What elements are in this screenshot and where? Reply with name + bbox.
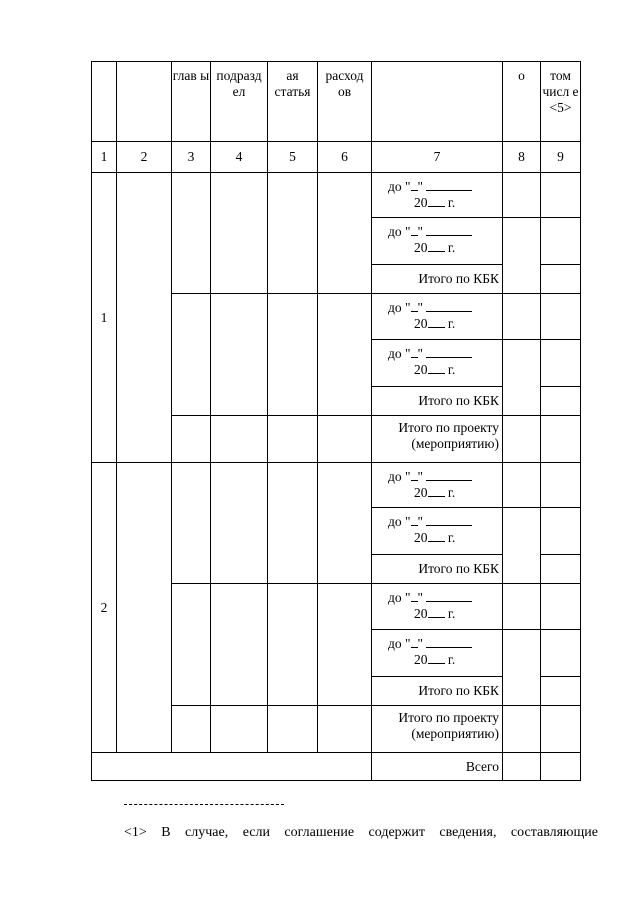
- term-line-1: [388, 514, 502, 530]
- term-line-2: [388, 195, 502, 211]
- blank-line: [411, 601, 418, 602]
- column-number-cell: [268, 142, 318, 173]
- term-line-1: [388, 636, 502, 652]
- term-prefix: до ": [388, 300, 411, 315]
- term-year-suffix: г.: [444, 606, 456, 621]
- kbk-total-cell: [372, 387, 503, 416]
- blank-line: [411, 525, 418, 526]
- value-cell: [541, 753, 581, 781]
- kbk-cell: [318, 706, 372, 753]
- kbk-total-cell: [372, 555, 503, 584]
- term-prefix: до ": [388, 636, 411, 651]
- column-number-cell: [117, 142, 172, 173]
- footnote-separator: [124, 804, 284, 805]
- footnote-text: <1> В случае, если соглашение содержит сведения, составляющие: [124, 825, 598, 840]
- blank-line: [411, 647, 418, 648]
- term-year-prefix: 20: [414, 362, 428, 377]
- group-number-cell: [92, 173, 117, 463]
- blank-line: [428, 251, 445, 252]
- total-label: Всего: [465, 758, 499, 774]
- header-label: ая статья: [274, 68, 311, 99]
- column-number: 9: [557, 149, 564, 164]
- project-total-cell: [372, 416, 503, 463]
- header-cell: [372, 62, 503, 142]
- blank-line: [426, 647, 472, 648]
- kbk-cell: [268, 463, 318, 584]
- kbk-cell: [318, 294, 372, 416]
- term-quote: ": [417, 346, 424, 361]
- blank-line: [428, 327, 445, 328]
- header-cell: [172, 62, 211, 142]
- term-line-2: [388, 530, 502, 546]
- term-year-prefix: 20: [414, 530, 428, 545]
- header-label: о: [518, 68, 525, 83]
- blank-line: [428, 496, 445, 497]
- term-year-prefix: 20: [414, 195, 428, 210]
- kbk-cell: [318, 584, 372, 706]
- table-body: [92, 62, 581, 781]
- term-quote: ": [417, 590, 424, 605]
- term-line-2: [388, 240, 502, 256]
- blank-line: [426, 190, 472, 191]
- header-cell: [117, 62, 172, 142]
- column-number: 8: [518, 149, 525, 164]
- term-cell: [372, 294, 503, 340]
- total-label: Итого по КБК: [418, 561, 499, 576]
- kbk-cell: [268, 416, 318, 463]
- blank-line: [426, 480, 472, 481]
- grand-total-spacer: [92, 753, 372, 781]
- blank-line: [428, 206, 445, 207]
- blank-line: [426, 311, 472, 312]
- column-number: 2: [140, 149, 148, 164]
- total-label: (мероприятию): [411, 436, 499, 451]
- term-year-suffix: г.: [444, 362, 456, 377]
- kbk-cell: [172, 294, 211, 416]
- column-number: 5: [289, 149, 296, 164]
- column-number-cell: [92, 142, 117, 173]
- term-quote: ": [417, 514, 424, 529]
- term-prefix: до ": [388, 224, 411, 239]
- total-label: Итого по КБК: [418, 271, 499, 286]
- term-line-2: [388, 362, 502, 378]
- value-cell: [541, 630, 581, 677]
- total-label: Итого по проекту: [398, 710, 499, 725]
- blank-line: [428, 373, 445, 374]
- kbk-cell: [318, 173, 372, 294]
- project-total-line: [372, 710, 499, 726]
- term-quote: ": [417, 179, 424, 194]
- term-line-2: [388, 606, 502, 622]
- kbk-cell: [211, 463, 268, 584]
- blank-line: [411, 480, 418, 481]
- term-line-2: [388, 316, 502, 332]
- kbk-cell: [318, 416, 372, 463]
- table-row: [92, 62, 581, 142]
- kbk-cell: [268, 706, 318, 753]
- kbk-cell: [268, 584, 318, 706]
- value-cell: [541, 416, 581, 463]
- blank-line: [426, 601, 472, 602]
- term-year-prefix: 20: [414, 652, 428, 667]
- term-year-prefix: 20: [414, 240, 428, 255]
- value-cell: [541, 555, 581, 584]
- term-quote: ": [417, 224, 424, 239]
- kbk-total-cell: [372, 677, 503, 706]
- term-cell: [372, 340, 503, 387]
- blank-line: [426, 357, 472, 358]
- blank-line: [428, 541, 445, 542]
- term-prefix: до ": [388, 514, 411, 529]
- project-total-line: [372, 436, 499, 452]
- value-cell: [541, 294, 581, 340]
- column-number: 4: [235, 149, 243, 164]
- term-quote: ": [417, 300, 424, 315]
- term-prefix: до ": [388, 590, 411, 605]
- kbk-cell: [211, 173, 268, 294]
- project-total-line: [372, 420, 499, 436]
- column-number: 6: [341, 149, 348, 164]
- value-cell: [541, 387, 581, 416]
- term-line-2: [388, 652, 502, 668]
- value-cell: [541, 508, 581, 555]
- term-year-suffix: г.: [444, 530, 456, 545]
- total-label: Итого по КБК: [418, 393, 499, 408]
- kbk-cell: [211, 416, 268, 463]
- blank-line: [426, 235, 472, 236]
- column-number: 3: [187, 149, 195, 164]
- kbk-cell: [172, 463, 211, 584]
- term-line-2: [388, 485, 502, 501]
- blank-line: [411, 357, 418, 358]
- header-label: расход ов: [325, 68, 364, 99]
- term-line-1: [388, 300, 502, 316]
- total-label: (мероприятию): [411, 726, 499, 741]
- blank-line: [411, 190, 418, 191]
- blank-line: [428, 617, 445, 618]
- value-cell: [541, 218, 581, 265]
- term-cell: [372, 630, 503, 677]
- term-cell: [372, 508, 503, 555]
- term-line-1: [388, 224, 502, 240]
- kbk-cell: [318, 463, 372, 584]
- term-cell: [372, 463, 503, 508]
- term-quote: ": [417, 469, 424, 484]
- column-number: 1: [100, 149, 108, 164]
- value-cell: [503, 218, 541, 294]
- column-number: 7: [433, 149, 441, 164]
- blank-line: [411, 311, 418, 312]
- term-year-suffix: г.: [444, 652, 456, 667]
- kbk-cell: [211, 294, 268, 416]
- header-cell: [541, 62, 581, 142]
- term-cell: [372, 584, 503, 630]
- kbk-total-cell: [372, 265, 503, 294]
- header-cell: [503, 62, 541, 142]
- blank-line: [428, 663, 445, 664]
- kbk-cell: [172, 584, 211, 706]
- value-cell: [503, 753, 541, 781]
- term-prefix: до ": [388, 346, 411, 361]
- kbk-total-cell: [372, 753, 503, 781]
- value-cell: [541, 265, 581, 294]
- column-number-cell: [318, 142, 372, 173]
- budget-table: [91, 61, 581, 781]
- term-year-suffix: г.: [444, 240, 456, 255]
- value-cell: [541, 706, 581, 753]
- table-row: [92, 463, 581, 508]
- group-number: 2: [100, 599, 108, 615]
- project-total-line: [372, 726, 499, 742]
- term-cell: [372, 218, 503, 265]
- value-cell: [503, 508, 541, 584]
- term-year-suffix: г.: [444, 195, 456, 210]
- kbk-cell: [268, 173, 318, 294]
- value-cell: [503, 463, 541, 508]
- value-cell: [541, 463, 581, 508]
- value-cell: [503, 630, 541, 706]
- table-row: [92, 142, 581, 173]
- kbk-cell: [268, 294, 318, 416]
- term-line-1: [388, 469, 502, 485]
- header-label: том числ е <5>: [542, 68, 579, 115]
- column-number-cell: [503, 142, 541, 173]
- value-cell: [503, 706, 541, 753]
- table-row: [92, 753, 581, 781]
- value-cell: [541, 584, 581, 630]
- term-prefix: до ": [388, 179, 411, 194]
- group-name-cell: [117, 173, 172, 463]
- value-cell: [503, 294, 541, 340]
- term-line-1: [388, 346, 502, 362]
- header-label: глав ы: [172, 68, 210, 83]
- term-line-1: [388, 179, 502, 195]
- kbk-cell: [172, 173, 211, 294]
- total-label: Итого по КБК: [418, 683, 499, 698]
- value-cell: [541, 173, 581, 218]
- project-total-cell: [372, 706, 503, 753]
- value-cell: [541, 340, 581, 387]
- value-cell: [541, 677, 581, 706]
- blank-line: [426, 525, 472, 526]
- column-number-cell: [211, 142, 268, 173]
- header-cell: [211, 62, 268, 142]
- group-number-cell: [92, 463, 117, 753]
- term-cell: [372, 173, 503, 218]
- group-number: 1: [100, 309, 108, 325]
- total-label: Итого по проекту: [398, 420, 499, 435]
- blank-line: [411, 235, 418, 236]
- table-row: [92, 173, 581, 218]
- term-year-suffix: г.: [444, 316, 456, 331]
- term-year-prefix: 20: [414, 485, 428, 500]
- term-quote: ": [417, 636, 424, 651]
- value-cell: [503, 416, 541, 463]
- term-year-suffix: г.: [444, 485, 456, 500]
- kbk-cell: [172, 706, 211, 753]
- header-label: подразд ел: [216, 68, 262, 99]
- value-cell: [503, 584, 541, 630]
- term-year-prefix: 20: [414, 606, 428, 621]
- column-number-cell: [541, 142, 581, 173]
- value-cell: [503, 340, 541, 416]
- header-cell: [318, 62, 372, 142]
- column-number-cell: [172, 142, 211, 173]
- value-cell: [503, 173, 541, 218]
- column-number-cell: [372, 142, 503, 173]
- term-year-prefix: 20: [414, 316, 428, 331]
- group-name-cell: [117, 463, 172, 753]
- term-prefix: до ": [388, 469, 411, 484]
- header-cell: [92, 62, 117, 142]
- kbk-cell: [211, 584, 268, 706]
- term-line-1: [388, 590, 502, 606]
- kbk-cell: [211, 706, 268, 753]
- header-cell: [268, 62, 318, 142]
- kbk-cell: [172, 416, 211, 463]
